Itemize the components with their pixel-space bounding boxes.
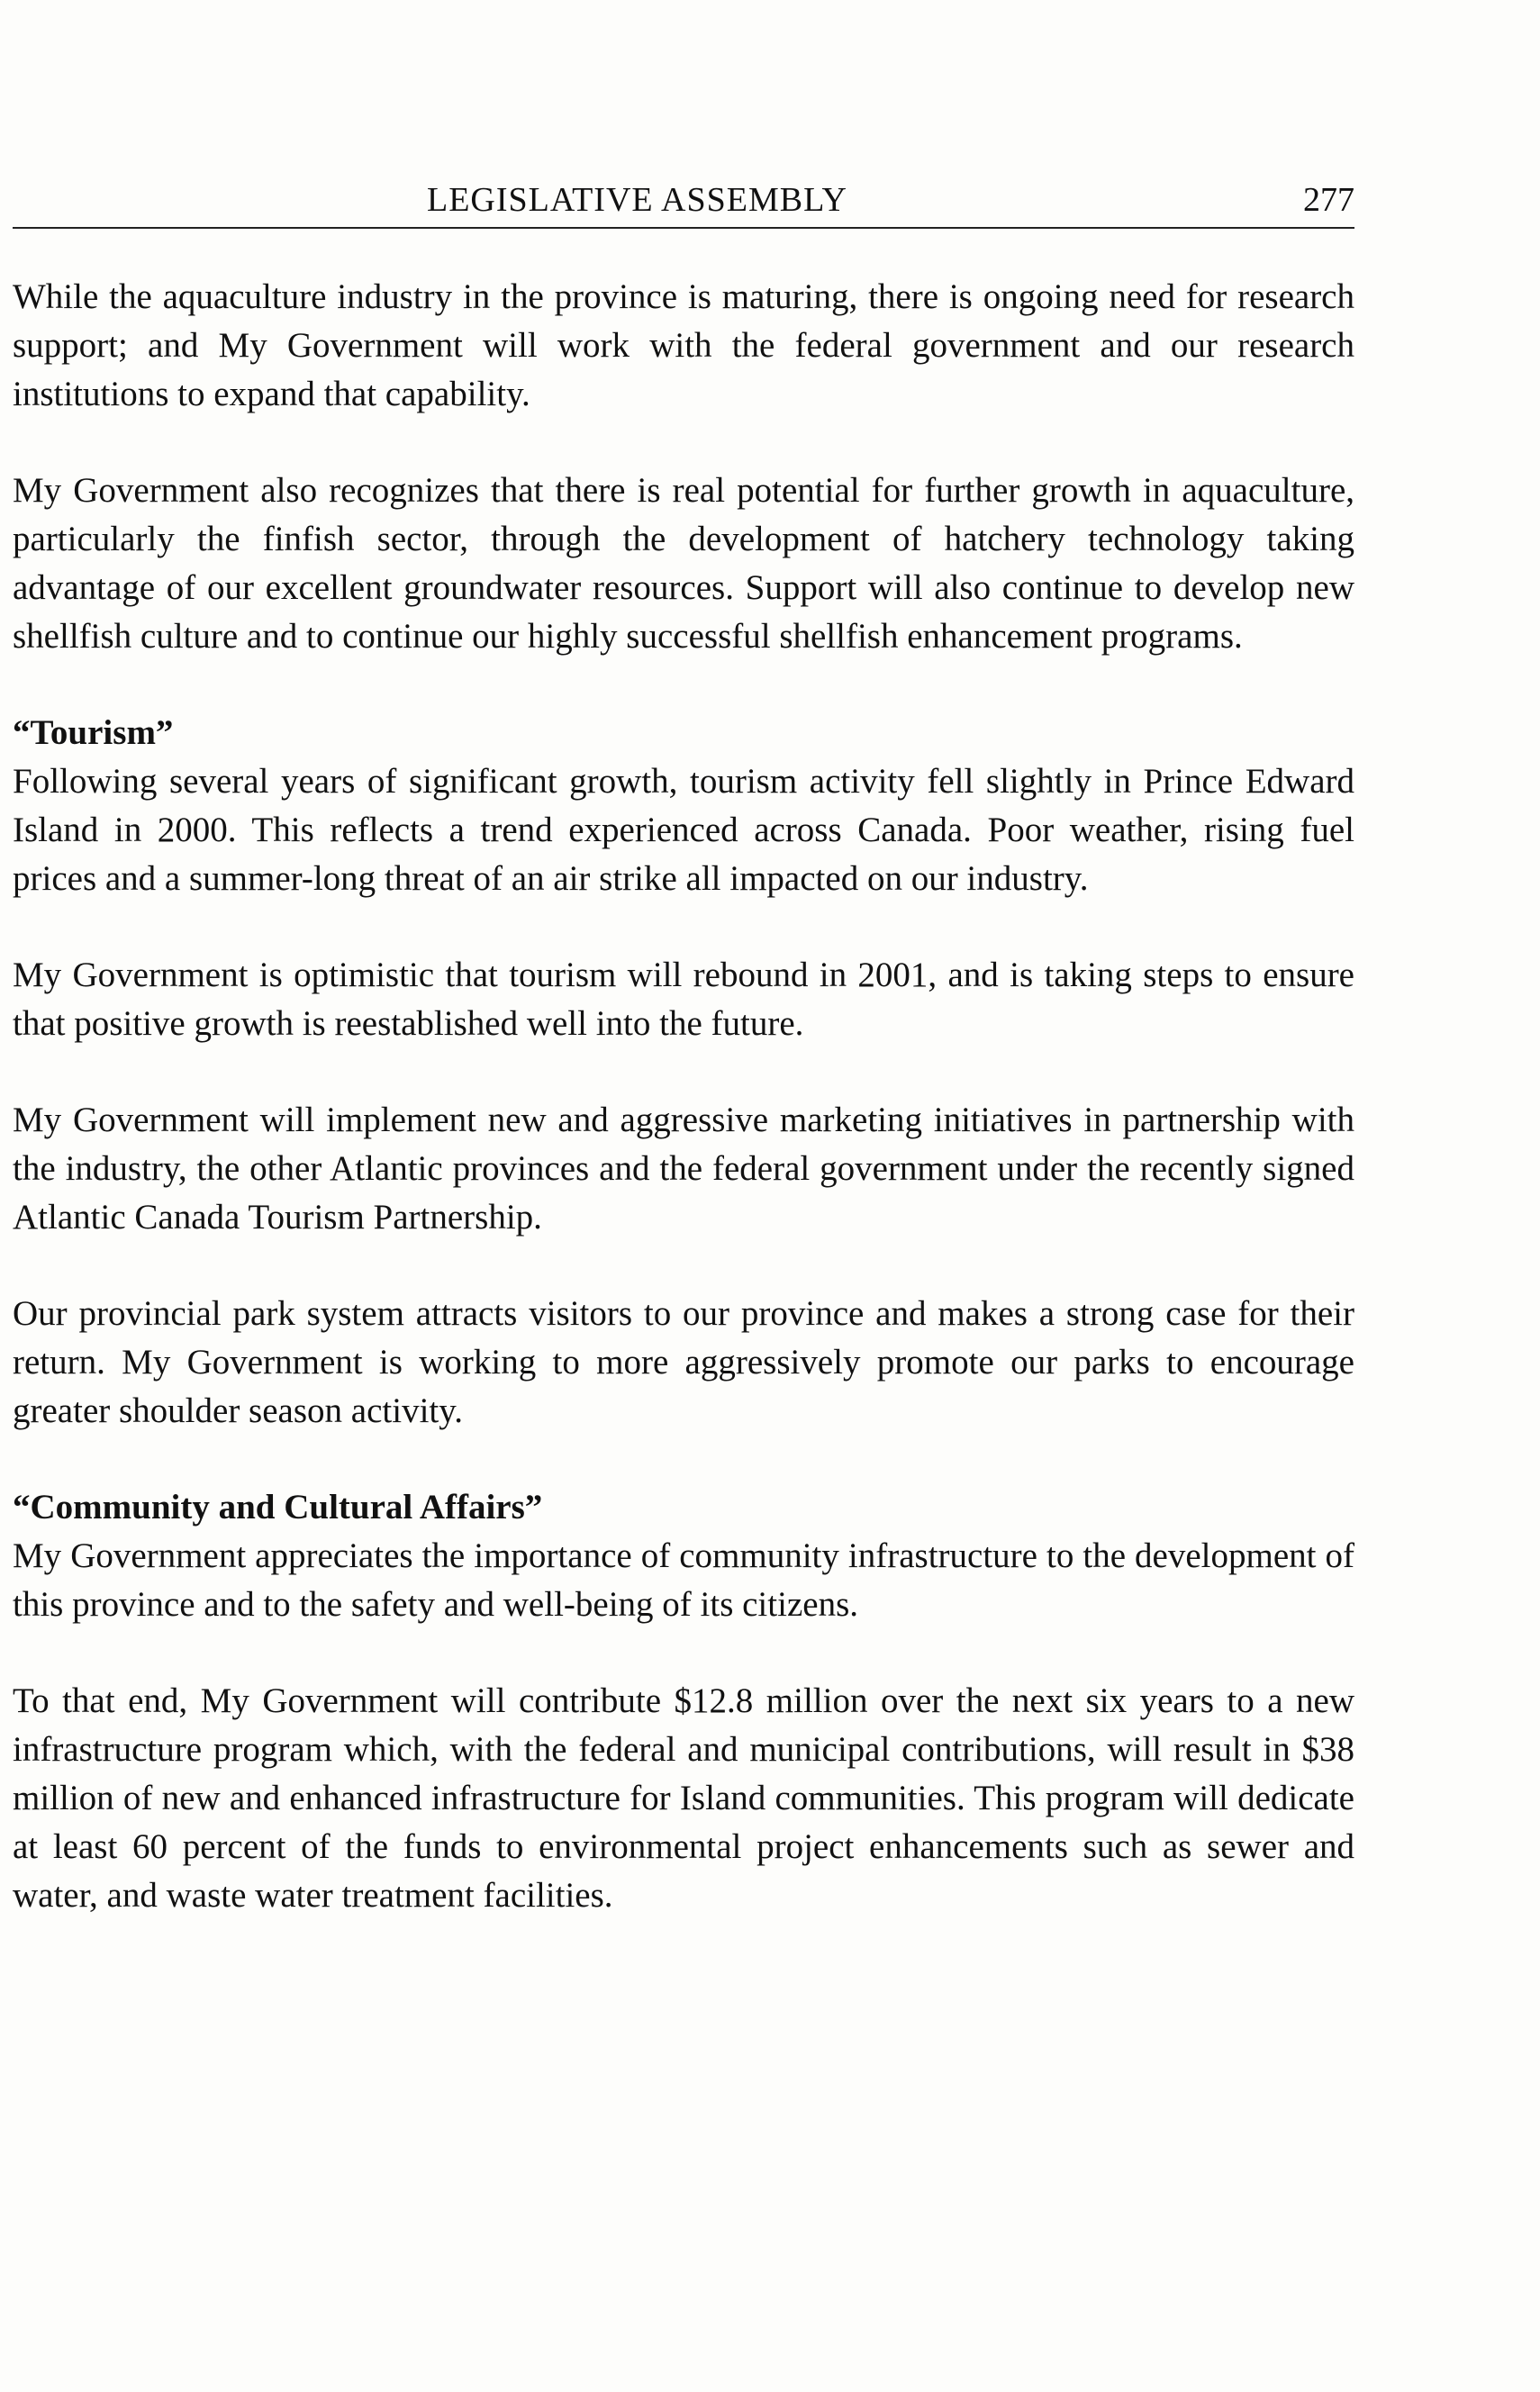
section-heading-community: “Community and Cultural Affairs”: [13, 1488, 543, 1527]
page-number: 277: [1303, 181, 1354, 219]
document-body: [13, 273, 1354, 1968]
paragraph-aquaculture-research: While the aquaculture industry in the province is maturing, there is ongoing need for research support; and My Government will work with the federal government and our research institutions to expand that capability.: [13, 277, 1354, 413]
paragraph-infrastructure-program: To that end, My Government will contribute $12.8 million over the next six years to a new infrastructure program which, with the federal and municipal contributions, will result in $38 million of new and enhanced infrastructure for Island communities. This program will dedicate at least 60 percent of the funds to environmental project enhancements such as sewer and water, and waste water treatment facilities.: [13, 1681, 1354, 1915]
paragraph-tourism-marketing: My Government will implement new and aggressive marketing initiatives in partnership with the industry, the other Atlantic provinces and the federal government under the recently signed Atlantic Canada Tourism Partnership.: [13, 1101, 1354, 1237]
running-header: [13, 173, 1354, 229]
paragraph-provincial-parks: Our provincial park system attracts visitors to our province and makes a strong case for their return. My Government is working to more aggressively promote our parks to encourage greater shoulder season activity.: [13, 1294, 1354, 1430]
paragraph-community-infrastructure: My Government appreciates the importance of community infrastructure to the development of this province and to the safety and well-being of its citizens.: [13, 1536, 1354, 1624]
paragraph-aquaculture-growth: My Government also recognizes that there is real potential for further growth in aquaculture, particularly the finfish sector, through the development of hatchery technology taking advantage of our excellent groundwater resources. Support will also continue to develop new shellfish culture and to continue our highly successful shellfish enhancement programs.: [13, 471, 1354, 656]
running-title: LEGISLATIVE ASSEMBLY: [427, 181, 847, 219]
paragraph-tourism-rebound: My Government is optimistic that tourism will rebound in 2001, and is taking steps to ensure that positive growth is reestablished well into the future.: [13, 956, 1354, 1043]
paragraph-tourism-decline: Following several years of significant growth, tourism activity fell slightly in Prince Edward Island in 2000. This reflects a trend experienced across Canada. Poor weather, rising fuel prices and a summer-long threat of an air strike all impacted on our industry.: [13, 762, 1354, 898]
section-heading-tourism: “Tourism”: [13, 713, 174, 752]
